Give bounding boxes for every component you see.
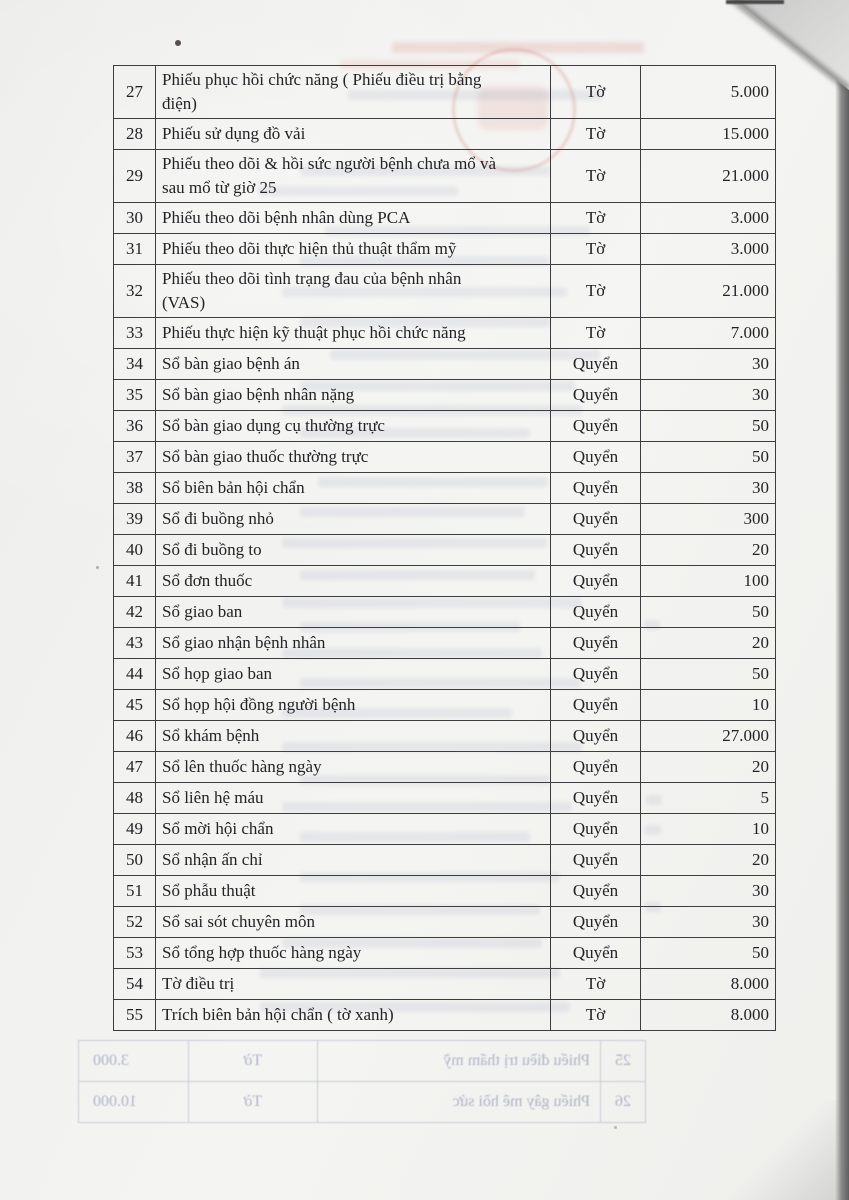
bleedthrough-cell: 25 — [600, 1041, 645, 1081]
unit-cell: Quyển — [551, 783, 641, 814]
row-number-cell: 41 — [114, 566, 156, 597]
item-name-cell: Sổ khám bệnh — [156, 721, 551, 752]
item-name-cell: Phiếu sử dụng đồ vải — [156, 119, 551, 150]
row-number-cell: 29 — [114, 150, 156, 203]
item-name-cell: Phiếu theo dõi bệnh nhân dùng PCA — [156, 203, 551, 234]
row-number-cell: 33 — [114, 318, 156, 349]
bleedthrough-cell: Phiếu gây mê hồi sức — [317, 1082, 600, 1122]
value-cell: 10 — [641, 690, 776, 721]
item-name-cell: Sổ sai sót chuyên môn — [156, 907, 551, 938]
table-row — [114, 721, 776, 752]
unit-cell: Quyển — [551, 411, 641, 442]
row-number-cell: 44 — [114, 659, 156, 690]
row-number-cell: 47 — [114, 752, 156, 783]
table-row — [114, 938, 776, 969]
unit-cell: Tờ — [551, 265, 641, 318]
row-number-cell: 27 — [114, 66, 156, 119]
value-cell: 7.000 — [641, 318, 776, 349]
value-cell: 20 — [641, 752, 776, 783]
unit-cell: Quyển — [551, 473, 641, 504]
item-name-cell: Sổ giao nhận bệnh nhân — [156, 628, 551, 659]
row-number-cell: 43 — [114, 628, 156, 659]
row-number-cell: 52 — [114, 907, 156, 938]
unit-cell: Tờ — [551, 1000, 641, 1031]
item-name-cell: Sổ họp hội đồng người bệnh — [156, 690, 551, 721]
table-row — [114, 876, 776, 907]
value-cell: 5 — [641, 783, 776, 814]
unit-cell: Quyển — [551, 690, 641, 721]
table-row — [114, 752, 776, 783]
value-cell: 15.000 — [641, 119, 776, 150]
value-cell: 3.000 — [641, 203, 776, 234]
table-row — [114, 203, 776, 234]
bleedthrough-row — [78, 1082, 646, 1123]
table-row — [114, 1000, 776, 1031]
row-number-cell: 31 — [114, 234, 156, 265]
item-name-cell: Sổ đơn thuốc — [156, 566, 551, 597]
row-number-cell: 39 — [114, 504, 156, 535]
item-name-cell: Sổ mời hội chẩn — [156, 814, 551, 845]
price-table — [113, 65, 776, 1031]
unit-cell: Quyển — [551, 876, 641, 907]
item-name-cell: Phiếu thực hiện kỹ thuật phục hồi chức năng — [156, 318, 551, 349]
row-number-cell: 28 — [114, 119, 156, 150]
item-name-cell: Sổ biên bản hội chẩn — [156, 473, 551, 504]
unit-cell: Quyển — [551, 504, 641, 535]
table-row — [114, 535, 776, 566]
table-row — [114, 150, 776, 203]
table-row — [114, 504, 776, 535]
item-name-cell: Phiếu theo dõi & hồi sức người bệnh chưa mổ và sau mổ từ giờ 25 — [156, 150, 551, 203]
table-row — [114, 814, 776, 845]
unit-cell: Quyển — [551, 349, 641, 380]
value-cell: 50 — [641, 411, 776, 442]
unit-cell: Quyển — [551, 380, 641, 411]
row-number-cell: 45 — [114, 690, 156, 721]
table-row — [114, 845, 776, 876]
table-row — [114, 380, 776, 411]
ink-speck — [614, 1126, 617, 1129]
value-cell: 21.000 — [641, 265, 776, 318]
value-cell: 50 — [641, 597, 776, 628]
value-cell: 30 — [641, 380, 776, 411]
item-name-cell: Sổ phẫu thuật — [156, 876, 551, 907]
scan-corner-shade — [719, 1100, 849, 1200]
row-number-cell: 48 — [114, 783, 156, 814]
ink-speck — [175, 40, 181, 46]
value-cell: 300 — [641, 504, 776, 535]
table-row — [114, 66, 776, 119]
value-cell: 10 — [641, 814, 776, 845]
row-number-cell: 30 — [114, 203, 156, 234]
unit-cell: Quyển — [551, 628, 641, 659]
table-row — [114, 566, 776, 597]
row-number-cell: 51 — [114, 876, 156, 907]
row-number-cell: 46 — [114, 721, 156, 752]
unit-cell: Quyển — [551, 938, 641, 969]
unit-cell: Tờ — [551, 150, 641, 203]
value-cell: 30 — [641, 473, 776, 504]
row-number-cell: 37 — [114, 442, 156, 473]
unit-cell: Quyển — [551, 721, 641, 752]
value-cell: 30 — [641, 349, 776, 380]
value-cell: 30 — [641, 876, 776, 907]
item-name-cell: Sổ đi buồng to — [156, 535, 551, 566]
value-cell: 50 — [641, 659, 776, 690]
value-cell: 8.000 — [641, 1000, 776, 1031]
scan-edge-right — [835, 0, 849, 1200]
value-cell: 20 — [641, 845, 776, 876]
value-cell: 8.000 — [641, 969, 776, 1000]
table-row — [114, 473, 776, 504]
item-name-cell: Sổ giao ban — [156, 597, 551, 628]
item-name-cell: Trích biên bản hội chẩn ( tờ xanh) — [156, 1000, 551, 1031]
item-name-cell: Phiếu theo dõi tình trạng đau của bệnh nhân (VAS) — [156, 265, 551, 318]
value-cell: 50 — [641, 938, 776, 969]
item-name-cell: Phiếu theo dõi thực hiện thủ thuật thẩm mỹ — [156, 234, 551, 265]
unit-cell: Tờ — [551, 66, 641, 119]
value-cell: 100 — [641, 566, 776, 597]
unit-cell: Tờ — [551, 119, 641, 150]
item-name-cell: Sổ tổng hợp thuốc hàng ngày — [156, 938, 551, 969]
unit-cell: Tờ — [551, 234, 641, 265]
unit-cell: Quyển — [551, 566, 641, 597]
item-name-cell: Sổ lên thuốc hàng ngày — [156, 752, 551, 783]
ink-speck — [96, 566, 99, 569]
row-number-cell: 55 — [114, 1000, 156, 1031]
item-name-cell: Sổ bàn giao bệnh nhân nặng — [156, 380, 551, 411]
bleedthrough-cell: 10.000 — [93, 1093, 137, 1110]
value-cell: 20 — [641, 535, 776, 566]
unit-cell: Quyển — [551, 442, 641, 473]
row-number-cell: 50 — [114, 845, 156, 876]
bleedthrough-cell: 26 — [600, 1082, 645, 1122]
item-name-cell: Phiếu phục hồi chức năng ( Phiếu điều trị bằng điện) — [156, 66, 551, 119]
unit-cell: Quyển — [551, 814, 641, 845]
table-row — [114, 318, 776, 349]
item-name-cell: Tờ điều trị — [156, 969, 551, 1000]
bleedthrough-cell: Tờ — [188, 1041, 317, 1081]
row-number-cell: 53 — [114, 938, 156, 969]
unit-cell: Quyển — [551, 752, 641, 783]
value-cell: 3.000 — [641, 234, 776, 265]
bleedthrough-cell: Tờ — [188, 1082, 317, 1122]
unit-cell: Quyển — [551, 659, 641, 690]
table-row — [114, 907, 776, 938]
unit-cell: Quyển — [551, 907, 641, 938]
value-cell: 20 — [641, 628, 776, 659]
item-name-cell: Sổ bàn giao bệnh án — [156, 349, 551, 380]
row-number-cell: 36 — [114, 411, 156, 442]
value-cell: 5.000 — [641, 66, 776, 119]
row-number-cell: 49 — [114, 814, 156, 845]
row-number-cell: 32 — [114, 265, 156, 318]
bleedthrough-row — [78, 1040, 646, 1082]
table-row — [114, 783, 776, 814]
row-number-cell: 35 — [114, 380, 156, 411]
bleedthrough-table — [78, 1040, 646, 1123]
unit-cell: Tờ — [551, 318, 641, 349]
item-name-cell: Sổ đi buồng nhỏ — [156, 504, 551, 535]
bleedthrough-cell: 3.000 — [93, 1052, 129, 1069]
unit-cell: Tờ — [551, 203, 641, 234]
item-name-cell: Sổ liên hệ máu — [156, 783, 551, 814]
unit-cell: Quyển — [551, 597, 641, 628]
red-text-bleedthrough — [392, 42, 644, 53]
row-number-cell: 42 — [114, 597, 156, 628]
unit-cell: Quyển — [551, 535, 641, 566]
table-row — [114, 442, 776, 473]
table-row — [114, 234, 776, 265]
item-name-cell: Sổ nhận ấn chỉ — [156, 845, 551, 876]
row-number-cell: 40 — [114, 535, 156, 566]
value-cell: 27.000 — [641, 721, 776, 752]
bleedthrough-cell: Phiếu điều trị thẩm mỹ — [317, 1041, 600, 1081]
item-name-cell: Sổ bàn giao thuốc thường trực — [156, 442, 551, 473]
unit-cell: Tờ — [551, 969, 641, 1000]
table-row — [114, 265, 776, 318]
table-row — [114, 349, 776, 380]
item-name-cell: Sổ bàn giao dụng cụ thường trực — [156, 411, 551, 442]
row-number-cell: 34 — [114, 349, 156, 380]
table-row — [114, 690, 776, 721]
table-row — [114, 597, 776, 628]
scanner-edge-notch — [726, 0, 784, 4]
row-number-cell: 38 — [114, 473, 156, 504]
item-name-cell: Sổ họp giao ban — [156, 659, 551, 690]
table-row — [114, 411, 776, 442]
table-row — [114, 119, 776, 150]
value-cell: 21.000 — [641, 150, 776, 203]
row-number-cell: 54 — [114, 969, 156, 1000]
value-cell: 50 — [641, 442, 776, 473]
value-cell: 30 — [641, 907, 776, 938]
table-row — [114, 628, 776, 659]
table-row — [114, 659, 776, 690]
unit-cell: Quyển — [551, 845, 641, 876]
table-row — [114, 969, 776, 1000]
